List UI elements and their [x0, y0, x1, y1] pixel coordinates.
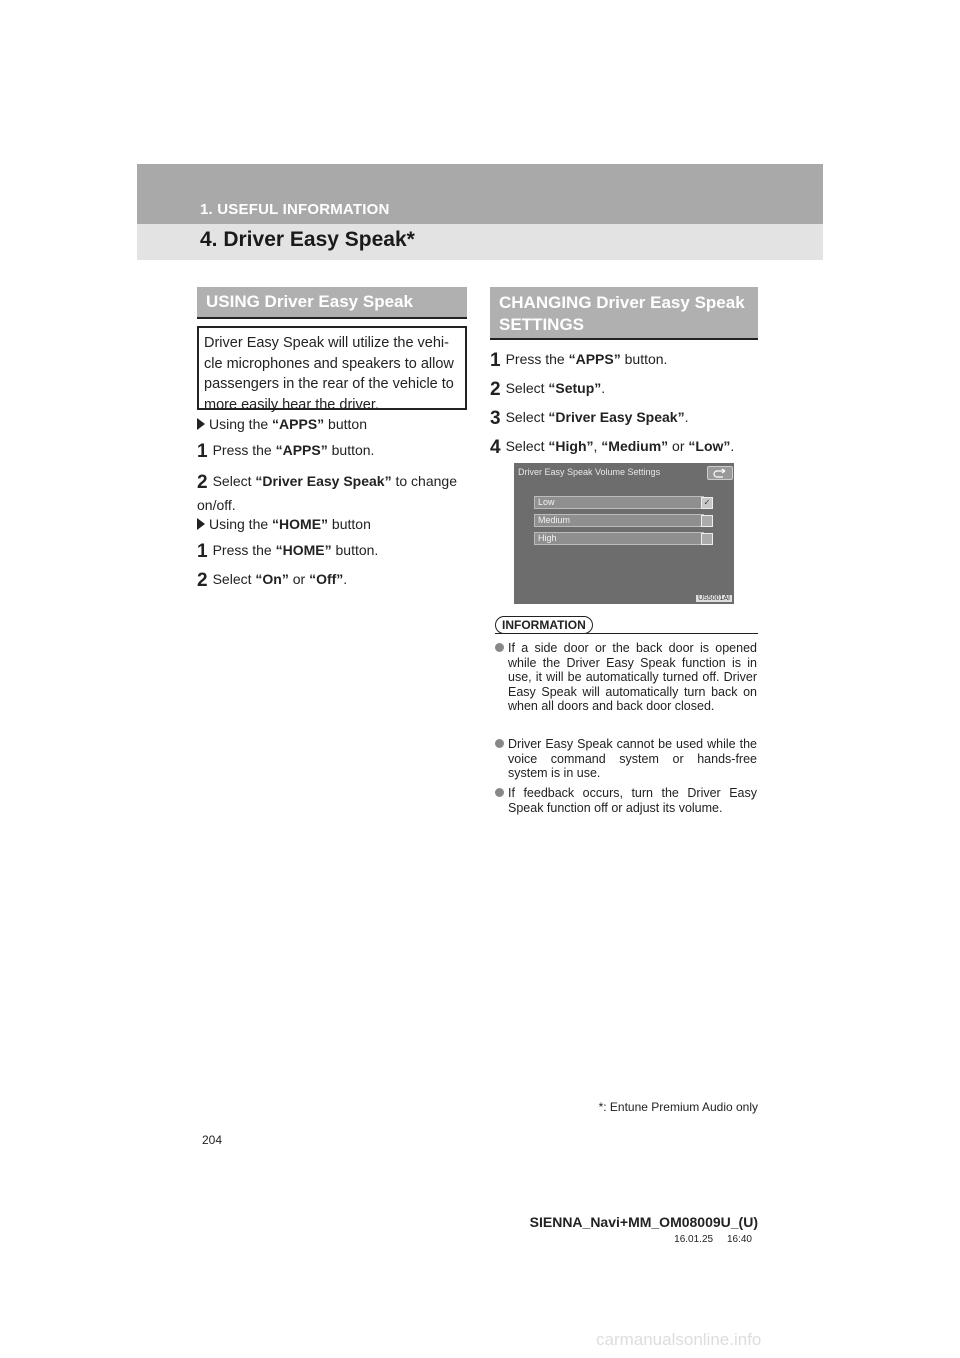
intro-box: Driver Easy Speak will utilize the vehi-cle microphones and speakers to allow passengers in the rear of the vehicle to more easily hear the driver.: [197, 326, 467, 410]
settings-step-4: 4 Select “High”, “Medium” or “Low”.: [490, 437, 735, 458]
right-section-heading: CHANGING Driver Easy Speak SETTINGS: [490, 287, 758, 338]
document-id: SIENNA_Navi+MM_OM08009U_(U): [529, 1214, 758, 1230]
option-medium[interactable]: Medium: [534, 514, 704, 527]
left-section-heading: USING Driver Easy Speak: [197, 287, 467, 317]
option-high[interactable]: High: [534, 532, 704, 545]
settings-step-3: 3 Select “Driver Easy Speak”.: [490, 408, 689, 429]
apps-step-1: 1 Press the “APPS” button.: [197, 441, 375, 462]
info-bullet: If a side door or the back door is opened while the Driver Easy Speak function is in use, it will be automatically turned off. Driver Easy Speak will automatically turn back on when all doors and back door closed.: [495, 641, 757, 714]
settings-step-1: 1 Press the “APPS” button.: [490, 350, 668, 371]
info-bullet: If feedback occurs, turn the Driver Easy Speak function off or adjust its volume.: [495, 786, 757, 815]
home-step-1: 1 Press the “HOME” button.: [197, 541, 379, 562]
home-step-2: 2 Select “On” or “Off”.: [197, 570, 348, 591]
screen-title: Driver Easy Speak Volume Settings: [518, 467, 661, 477]
arrow-icon: [197, 518, 205, 530]
settings-step-2: 2 Select “Setup”.: [490, 379, 606, 400]
timestamp: 16.01.25 16:40: [674, 1234, 752, 1245]
apps-step-2: 2 Select “Driver Easy Speak” to change on/off.: [197, 472, 457, 513]
section-label: 1. USEFUL INFORMATION: [200, 201, 390, 218]
arrow-icon: [197, 418, 205, 430]
information-rule: [495, 633, 758, 634]
right-heading-rule: [490, 338, 758, 340]
back-button[interactable]: [707, 466, 733, 480]
checkbox-icon: [701, 533, 713, 545]
page-number: 204: [202, 1133, 223, 1147]
check-icon: ✓: [701, 497, 713, 509]
apps-lead: Using the “APPS” button: [197, 416, 367, 432]
bullet-dot-icon: [495, 643, 504, 652]
image-code: US5001AI: [698, 595, 730, 602]
info-bullet: Driver Easy Speak cannot be used while the voice command system or hands-free system is in use.: [495, 737, 757, 781]
page-title: 4. Driver Easy Speak*: [200, 228, 415, 251]
checkbox-icon: [701, 515, 713, 527]
footnote: *: Entune Premium Audio only: [598, 1100, 758, 1114]
left-heading-rule: [197, 317, 467, 319]
bullet-dot-icon: [495, 739, 504, 748]
option-low[interactable]: Low: [534, 496, 704, 509]
home-lead: Using the “HOME” button: [197, 516, 371, 532]
back-arrow-icon: [708, 468, 732, 480]
watermark: carmanualsonline.info: [596, 1330, 762, 1349]
volume-settings-screenshot: [514, 463, 734, 604]
bullet-dot-icon: [495, 788, 504, 797]
information-label: INFORMATION: [495, 616, 593, 634]
